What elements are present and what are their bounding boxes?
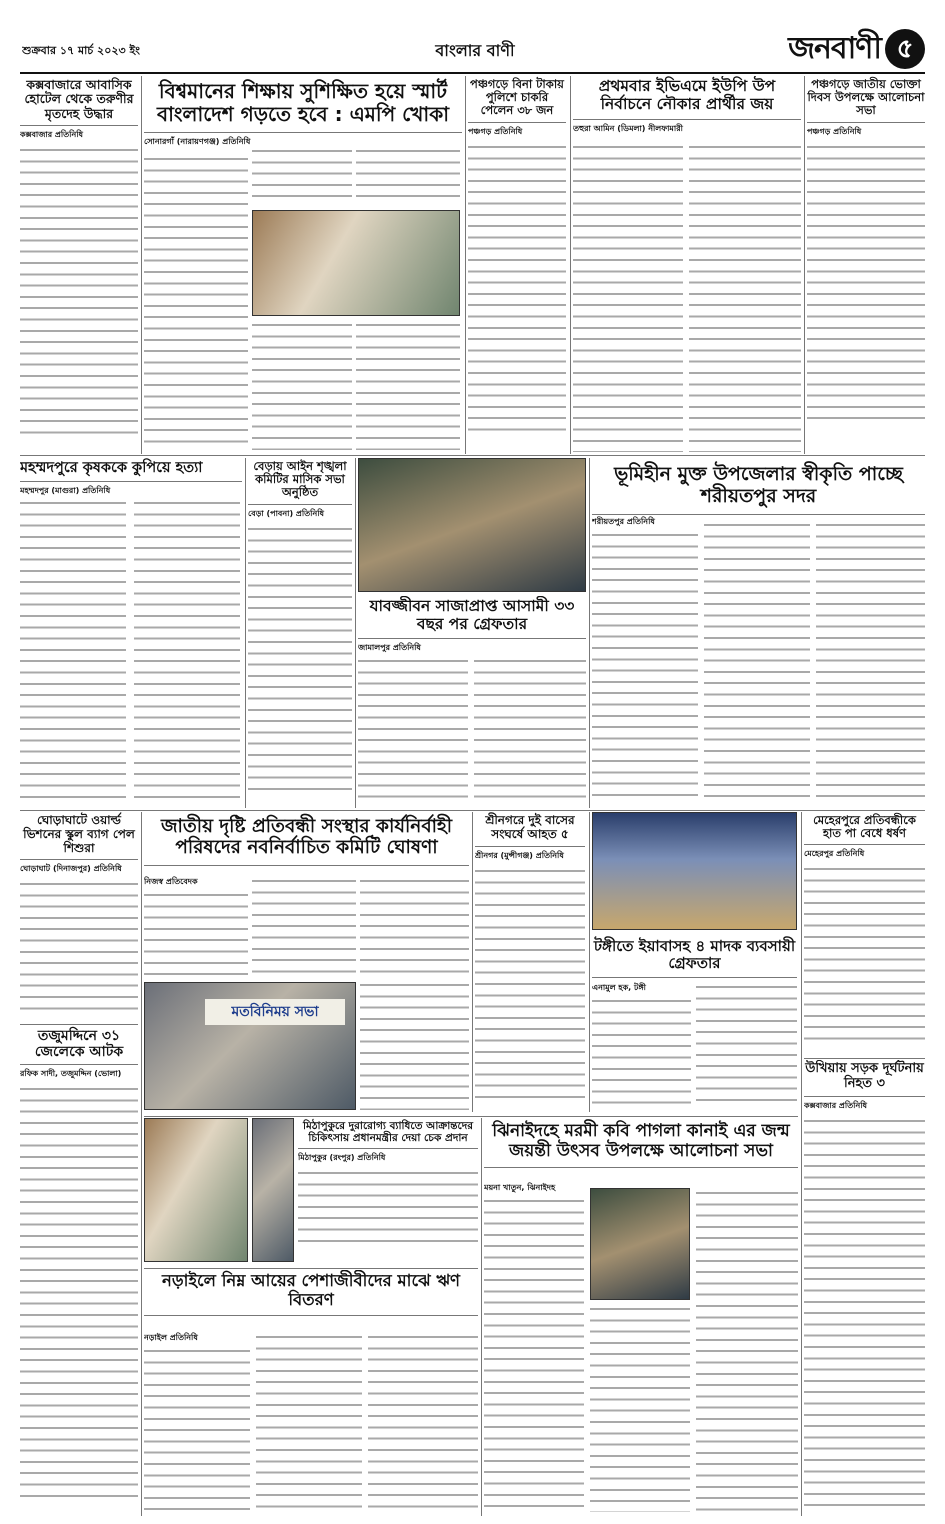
- article-ukhiya-road-accident: [804, 1060, 925, 1516]
- article-text-col3: [368, 1332, 478, 1514]
- headline: পঞ্চগড়ে বিনা টাকায় পুলিশে চাকরি পেলেন ৩৮ জন: [468, 76, 566, 123]
- article-life-convict-arrested: [358, 458, 586, 808]
- article-text: [475, 866, 585, 1106]
- byline: বেড়া (পাবনা) প্রতিনিধি: [248, 508, 325, 518]
- byline: নড়াইল প্রতিনিধি: [144, 1333, 198, 1342]
- photo-discussion-meeting: [590, 1188, 690, 1300]
- logo-text: জনবাণী: [788, 30, 881, 66]
- headline: ঝিনাইদহে মরমী কবি পাগলা কানাই এর জন্ম জয়ন্তী উৎসব উপলক্ষে আলোচনা সভা: [484, 1118, 798, 1168]
- article-text: [804, 1116, 925, 1506]
- article-text: [20, 1084, 138, 1504]
- article-bera-law-order: [248, 458, 352, 808]
- article-text: [298, 1168, 478, 1248]
- article-mp-khoka-smart-bangladesh: [144, 76, 462, 454]
- headline: যাবজ্জীবন সাজাপ্রাপ্ত আসামী ৩৩ বছর পর গ্রেফতার: [358, 596, 586, 639]
- article-text-col2: [252, 876, 356, 976]
- headline: ভূমিহীন মুক্ত উপজেলার স্বীকৃতি পাচ্ছে শরীয়তপুর সদর: [592, 458, 925, 515]
- headline-box: [252, 1118, 294, 1262]
- headline: টঙ্গীতে ইয়াবাসহ ৪ মাদক ব্যবসায়ী গ্রেফতার: [592, 936, 797, 978]
- article-text-col2: [256, 1332, 362, 1514]
- article-text-col2: [689, 142, 801, 452]
- article-consumer-day: [807, 76, 925, 454]
- headline: কক্সবাজারে আবাসিক হোটেল থেকে তরুণীর মৃতদেহ উদ্ধার: [20, 76, 138, 126]
- article-mohammadpur-farmer-killed: [20, 458, 242, 808]
- byline: সোনারগাঁ (নারায়ণগঞ্জ) প্রতিনিধি: [144, 137, 251, 146]
- article-visually-impaired-committee: [144, 812, 469, 1114]
- byline: মহম্মদপুর (মাগুরা) প্রতিনিধি: [20, 485, 111, 495]
- page-number: ৫: [885, 29, 925, 69]
- photo-arrest: [358, 458, 586, 592]
- byline: মেহেরপুর প্রতিনিধি: [804, 849, 865, 859]
- article-shariatpur-landless-free: [592, 458, 925, 808]
- article-text: [468, 142, 566, 440]
- headline: তজুমদ্দিনে ৩১ জেলেকে আটক: [20, 1026, 138, 1065]
- byline: শরীয়তপুর প্রতিনিধি: [592, 517, 655, 526]
- byline: নিজস্ব প্রতিবেদক: [144, 877, 198, 886]
- byline: শ্রীনগর (মুন্সীগঞ্জ) প্রতিনিধি: [475, 850, 564, 860]
- headline: পঞ্চগড়ে জাতীয় ভোক্তা দিবস উপলক্ষে আলোচনা সভা: [807, 76, 925, 123]
- article-text-col3: [356, 146, 460, 206]
- article-text: [20, 879, 138, 1011]
- article-text-col2: [696, 982, 797, 1110]
- masthead-paper-name: বাংলার বাণী: [435, 41, 515, 60]
- article-text-col1: [592, 996, 691, 1110]
- article-text: [20, 145, 138, 435]
- byline: কক্সবাজার প্রতিনিধি: [804, 1100, 868, 1110]
- byline: পঞ্চগড় প্রতিনিধি: [468, 126, 523, 136]
- headline: শ্রীনগরে দুই বাসের সংঘর্ষে আহত ৫: [475, 812, 585, 847]
- byline: তহুরা আমিন (ডিমলা) নীলফামারী: [573, 123, 683, 133]
- photo-cheque-handover: [144, 1118, 248, 1262]
- byline: কক্সবাজার প্রতিনিধি: [20, 130, 84, 140]
- article-evm-by-election: [573, 76, 801, 454]
- article-text-col1: [144, 890, 248, 990]
- article-text-col2: [590, 1304, 690, 1512]
- photo-side: [252, 1118, 294, 1262]
- article-tongi-yaba-arrest: [592, 812, 797, 1114]
- article-text-col2: [474, 656, 586, 806]
- article-text: [248, 524, 352, 798]
- article-sreenagar-bus-collision: [475, 812, 585, 1114]
- article-text-col1: [592, 530, 698, 804]
- headline: জাতীয় দৃষ্টি প্রতিবন্ধী সংস্থার কার্যনির্বাহী পরিষদের নবনির্বাচিত কমিটি ঘোষণা: [144, 812, 469, 866]
- headline: ঘোড়াঘাটে ওয়ার্ল্ড ভিশনের স্কুল ব্যাগ পেল শিশুরা: [20, 812, 138, 860]
- headline: উখিয়ায় সড়ক দূর্ঘটনায় নিহত ৩: [804, 1060, 925, 1097]
- article-text-col4: [252, 320, 352, 450]
- article-text-col2: [134, 498, 240, 804]
- headline: মহম্মদপুরে কৃষককে কুপিয়ে হত্যা: [20, 458, 242, 482]
- headline: নড়াইলে নিম্ন আয়ের পেশাজীবীদের মাঝে ঋণ বিতরণ: [144, 1270, 478, 1316]
- byline: জামালপুর প্রতিনিধি: [358, 643, 421, 652]
- article-mithapukur-pm-cheque: [144, 1118, 294, 1266]
- article-text-col5: [356, 320, 460, 450]
- byline: রফিক সাদী, তজুমদ্দিন (ভোলা): [20, 1069, 122, 1079]
- masthead-logo: [720, 26, 925, 72]
- photo-exchange-meeting: [144, 982, 356, 1110]
- headline: বিশ্বমানের শিক্ষায় সুশিক্ষিত হয়ে স্মার্ট বাংলাদেশ গড়তে হবে : এমপি খোকা: [144, 76, 462, 133]
- masthead-date: শুক্রবার ১৭ মার্চ ২০২৩ ইং: [22, 44, 140, 57]
- article-text-col4: [360, 980, 469, 1110]
- article-hotel-body-recovered: [20, 76, 138, 454]
- article-text-col1: [144, 154, 248, 450]
- article-text: [807, 142, 925, 426]
- byline: মিঠাপুকুর (রংপুর) প্রতিনিধি: [298, 1153, 386, 1163]
- article-text-col2: [252, 146, 352, 206]
- byline: এনামুল হক, টঙ্গী: [592, 983, 646, 992]
- byline: ঘোড়াঘাট (দিনাজপুর) প্রতিনিধি: [20, 864, 122, 874]
- article-text-col2: [704, 520, 810, 804]
- article-text-col1: [144, 1346, 250, 1514]
- article-text: [804, 864, 925, 1048]
- masthead: [0, 0, 945, 76]
- photo-school-event: [252, 210, 460, 316]
- article-text-col3: [816, 520, 925, 804]
- byline: ময়না খাতুন, ঝিনাইদহ: [484, 1183, 556, 1192]
- article-text-col1: [573, 142, 683, 452]
- headline: বেড়ায় আইন শৃঙ্খলা কমিটির মাসিক সভা অনুষ্ঠিত: [248, 458, 352, 505]
- article-ghoraghat-school-bags: [20, 812, 138, 1022]
- article-text-col1: [484, 1196, 584, 1512]
- headline: মেহেরপুরে প্রতিবন্ধীকে হাত পা বেধে ধর্ষণ: [804, 812, 925, 845]
- article-text-col3: [360, 876, 469, 976]
- headline: মিঠাপুকুরে দুরারোগ্য ব্যাধিতে আক্রান্তদের চিকিৎসায় প্রধানমন্ত্রীর দেয়া চেক প্রদান: [298, 1118, 478, 1149]
- byline: পঞ্চগড় প্রতিনিধি: [807, 126, 862, 136]
- headline: প্রথমবার ইভিএমে ইউপি উপ নির্বাচনে নৌকার প্রার্থীর জয়: [573, 76, 801, 120]
- article-panchagarh-police-jobs: [468, 76, 566, 454]
- article-text-col1: [20, 498, 126, 804]
- article-tazumuddin-fishermen: [20, 1026, 138, 1516]
- article-text-col3: [696, 1188, 798, 1512]
- photo-detainees: [592, 812, 797, 930]
- article-jhenaidah-poet-anniversary: [484, 1118, 798, 1516]
- article-mithapukur-text: [298, 1118, 478, 1266]
- article-text-col1: [358, 656, 468, 806]
- photo-banner-text: মতবিনিময় সভা: [205, 999, 345, 1025]
- article-narail-loan-distribution: [144, 1270, 478, 1516]
- article-meherpur-assault: [804, 812, 925, 1056]
